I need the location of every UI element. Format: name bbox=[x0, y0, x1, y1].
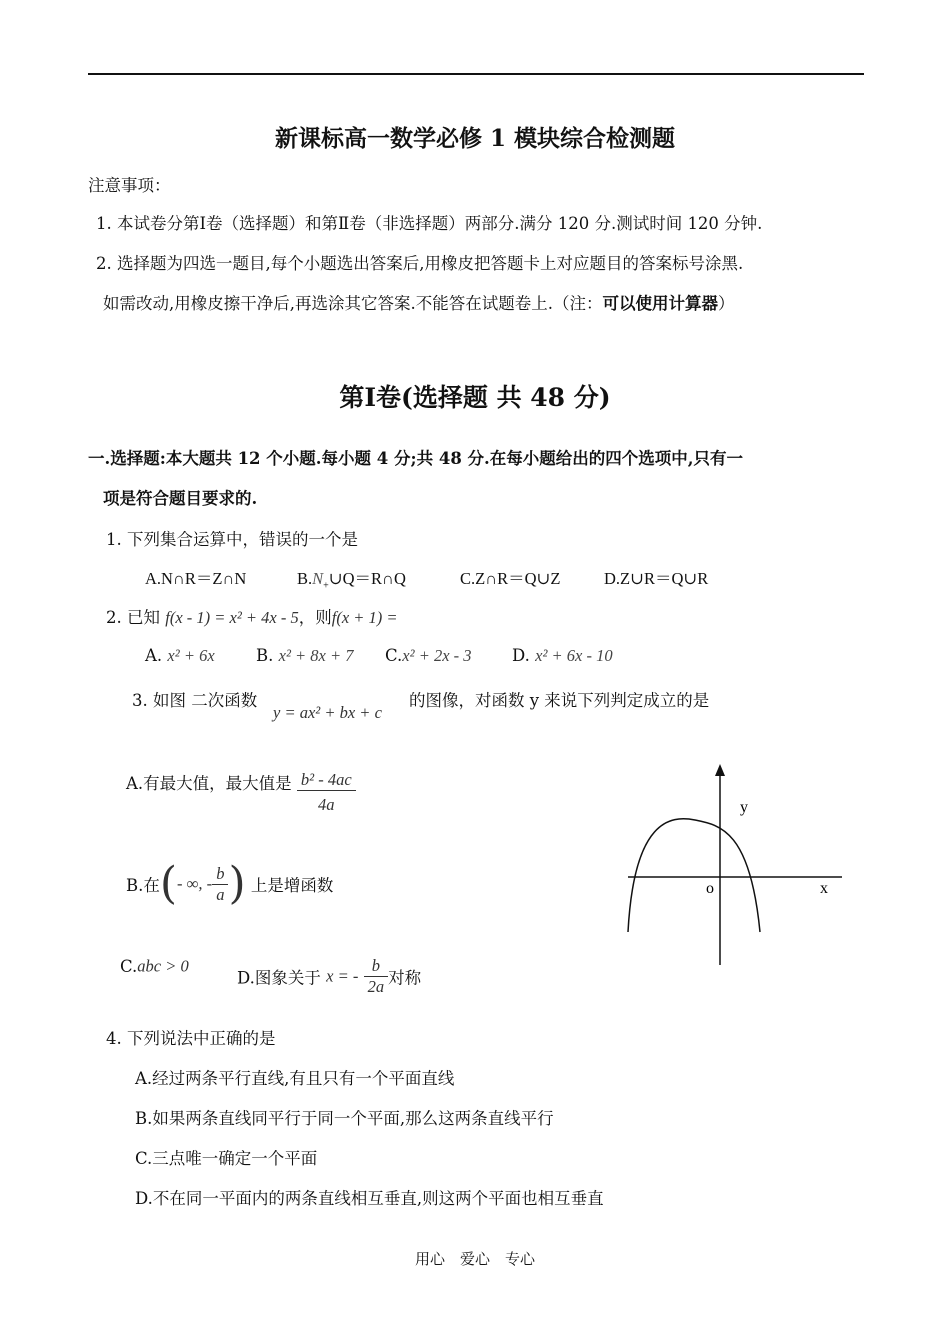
part1-instructions-line1: 一.选择题:本大题共 12 个小题.每小题 4 分;共 48 分.在每小题给出的四个选项中,只有一 bbox=[88, 449, 744, 468]
q2-option-a-label: A. bbox=[145, 646, 163, 665]
q4-option-a: A.经过两条平行直线,有且只有一个平面直线 bbox=[135, 1069, 455, 1088]
q2-ask-expression: f(x + 1) = bbox=[331, 608, 398, 627]
q2-stem bbox=[106, 604, 398, 628]
y-axis-arrow-icon bbox=[715, 764, 725, 776]
right-paren-icon: ) bbox=[228, 858, 246, 909]
page-title: 新课标高一数学必修 1 模块综合检测题 bbox=[274, 125, 676, 152]
q3-option-a-fraction bbox=[297, 770, 356, 815]
notice-heading: 注意事项： bbox=[88, 176, 171, 195]
q3-option-c bbox=[120, 956, 189, 977]
notice-item-3-text: 如需改动,用橡皮擦干净后,再选涂其它答案.不能答在试题卷上.（注： bbox=[103, 294, 603, 313]
q1-option-b-rest: ∪Q＝R∩Q bbox=[328, 569, 406, 588]
notice-item-2: 2. 选择题为四选一题目,每个小题选出答案后,用橡皮把答题卡上对应题目的答案标号涂黑. bbox=[96, 254, 744, 273]
q3-option-d-lhs: x = - bbox=[326, 966, 359, 986]
q1-option-b-label: B. bbox=[297, 569, 313, 588]
q2-option-d bbox=[512, 646, 613, 666]
q3-option-d-suffix: 对称 bbox=[388, 968, 422, 988]
q2-option-a bbox=[145, 646, 215, 666]
q2-option-b bbox=[256, 646, 354, 666]
q3-option-c-label: C. bbox=[120, 957, 138, 976]
q4-option-c: C.三点唯一确定一个平面 bbox=[135, 1149, 318, 1168]
part1-instructions-line2: 项是符合题目要求的. bbox=[103, 489, 258, 508]
q2-stem-mid: ，则 bbox=[298, 608, 332, 627]
q4-stem: 4. 下列说法中正确的是 bbox=[106, 1029, 276, 1048]
notice-item-3 bbox=[103, 290, 734, 314]
q3-stem-suffix: 的图像，对函数 y 来说下列判定成立的是 bbox=[409, 691, 710, 710]
q3-option-b-fraction bbox=[212, 864, 228, 905]
q3-option-a-denominator: 4a bbox=[318, 795, 335, 814]
q3-option-a bbox=[126, 770, 356, 815]
q2-option-b-expr: x² + 8x + 7 bbox=[278, 646, 354, 665]
parabola-curve bbox=[628, 819, 760, 932]
q2-option-d-label: D. bbox=[512, 646, 530, 665]
q1-option-d: D.Z∪R＝Q∪R bbox=[604, 569, 709, 588]
q3-option-d-text: D.图象关于 bbox=[237, 968, 321, 988]
notice-item-1: 1. 本试卷分第Ⅰ卷（选择题）和第Ⅱ卷（非选择题）两部分.满分 120 分.测试时间 120 分钟. bbox=[96, 214, 763, 233]
q3-option-b-interval: - ∞, - bbox=[177, 874, 213, 893]
notice-calculator-note: 可以使用计算器 bbox=[602, 294, 718, 313]
q3-option-d-numerator: b bbox=[364, 956, 389, 977]
parabola-graph bbox=[620, 760, 850, 970]
q3-option-d-fraction bbox=[364, 956, 389, 997]
q3-option-b-suffix: 上是增函数 bbox=[250, 876, 334, 895]
q1-option-a: A.N∩R＝Z∩N bbox=[145, 569, 247, 588]
page-footer: 用心 爱心 专心 bbox=[414, 1250, 535, 1268]
q2-option-c bbox=[385, 646, 472, 666]
q2-option-d-expr: x² + 6x - 10 bbox=[535, 646, 613, 665]
q1-stem: 1. 下列集合运算中，错误的一个是 bbox=[106, 530, 358, 549]
q3-option-b-denominator: a bbox=[216, 884, 225, 904]
q1-option-b-sub: + bbox=[323, 580, 329, 592]
q1-option-b-set: N bbox=[312, 569, 324, 588]
q3-option-b bbox=[126, 858, 334, 909]
notice-item-3-end: ） bbox=[717, 294, 735, 313]
q2-option-c-label: C. bbox=[385, 646, 403, 665]
q2-stem-prefix: 2. 已知 bbox=[106, 608, 160, 627]
q3-option-a-text: A.有最大值，最大值是 bbox=[126, 774, 292, 793]
q3-option-a-numerator: b² - 4ac bbox=[297, 770, 356, 791]
q3-function: y = ax² + bx + c bbox=[273, 703, 382, 722]
q3-option-b-numerator: b bbox=[212, 864, 228, 885]
section-title: 第Ⅰ卷(选择题 共 48 分) bbox=[339, 383, 611, 412]
q3-option-b-prefix: B.在 bbox=[126, 876, 160, 895]
header-rule bbox=[88, 73, 864, 75]
q2-given-equation: f(x - 1) = x² + 4x - 5 bbox=[165, 608, 299, 627]
q2-option-b-label: B. bbox=[256, 646, 274, 665]
q3-option-c-expr: abc > 0 bbox=[137, 956, 189, 976]
q4-option-b: B.如果两条直线同平行于同一个平面,那么这两条直线平行 bbox=[135, 1109, 554, 1128]
graph-y-label: y bbox=[740, 799, 748, 816]
left-paren-icon: ( bbox=[159, 858, 178, 909]
q3-option-d-denominator: 2a bbox=[367, 977, 385, 996]
q1-option-c: C.Z∩R＝Q∪Z bbox=[460, 569, 561, 588]
q3-stem-prefix: 3. 如图 二次函数 bbox=[132, 691, 258, 710]
graph-x-label: x bbox=[820, 880, 828, 897]
q2-option-a-expr: x² + 6x bbox=[167, 646, 215, 665]
q2-option-c-expr: x² + 2x - 3 bbox=[402, 646, 472, 665]
q3-option-d bbox=[237, 956, 421, 997]
q1-option-b bbox=[297, 565, 406, 591]
q4-option-d: D.不在同一平面内的两条直线相互垂直,则这两个平面也相互垂直 bbox=[135, 1189, 604, 1208]
graph-origin-label: o bbox=[706, 880, 714, 897]
